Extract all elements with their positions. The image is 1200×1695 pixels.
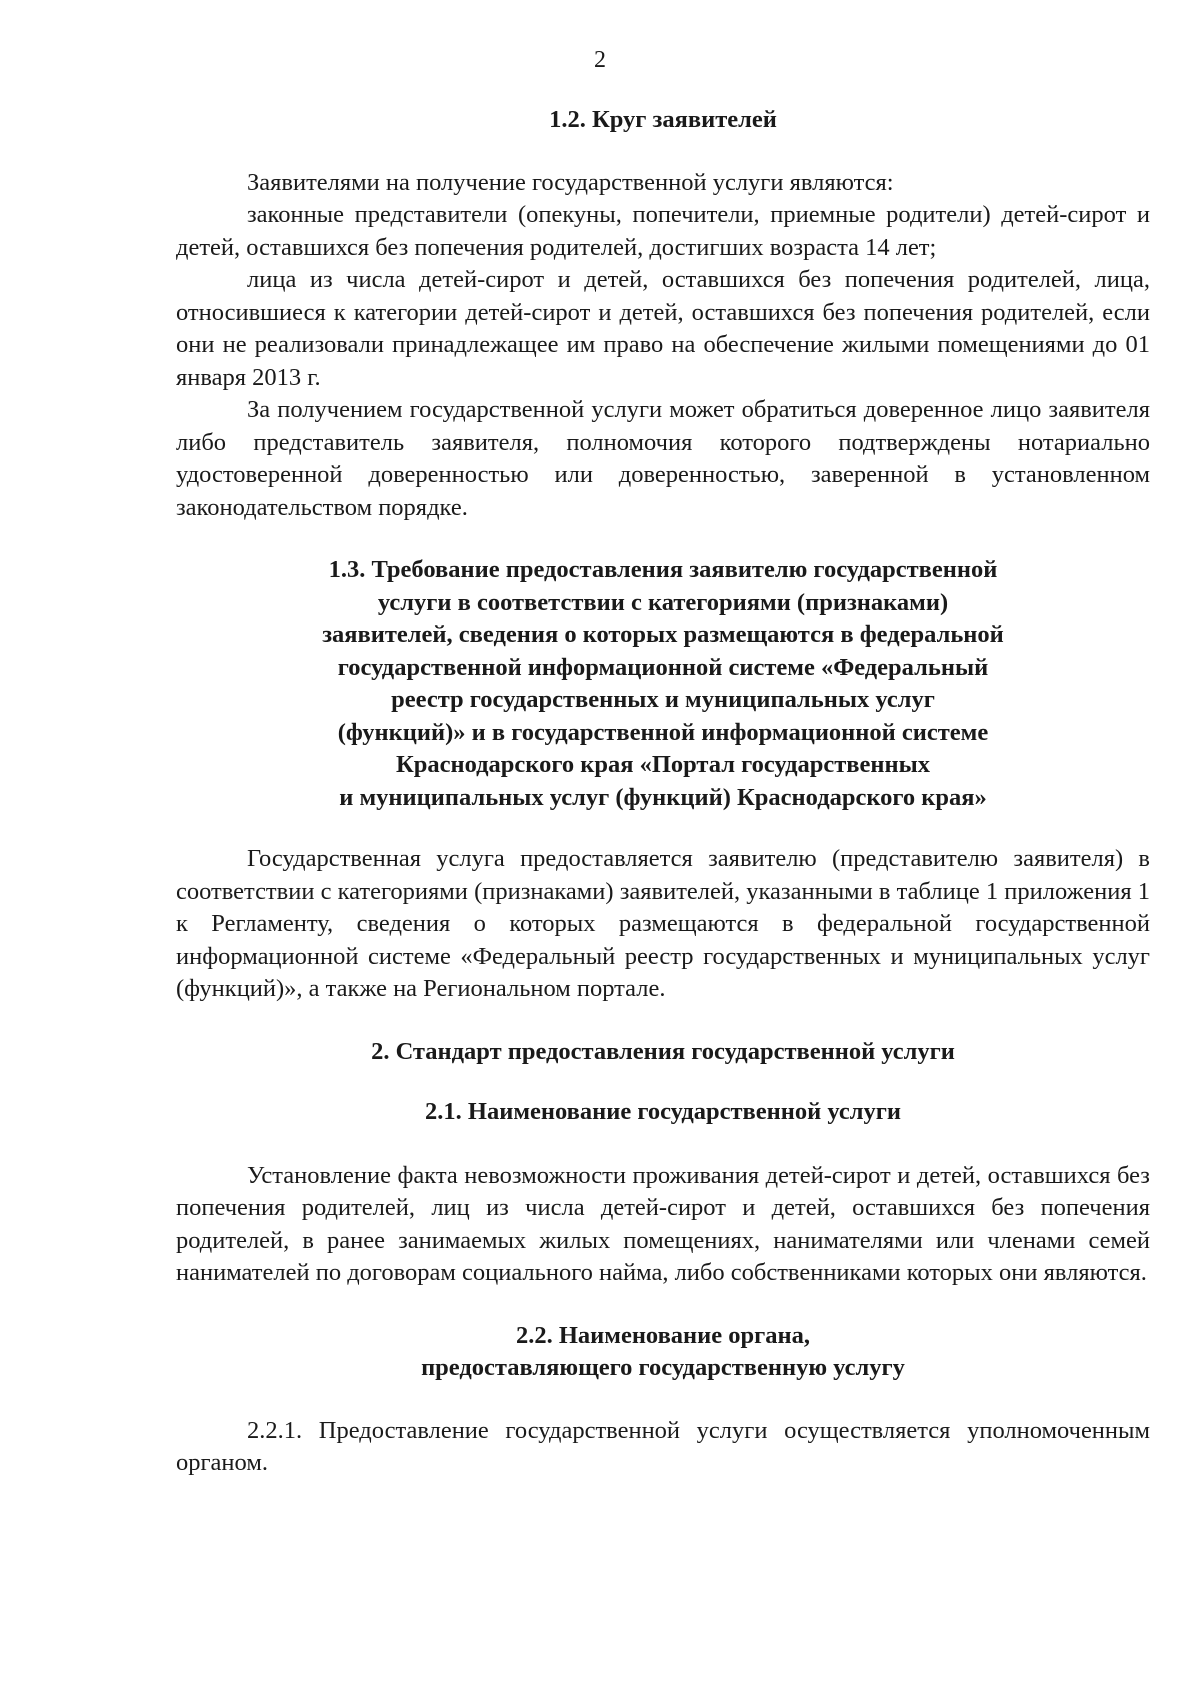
document-body (176, 104, 1150, 1480)
section-1-2-paragraph-1: Заявителями на получение государственной услуги являются: (247, 168, 894, 196)
section-1-3-heading-line: Краснодарского края «Портал государственных (395, 751, 931, 778)
section-1-3-heading (176, 554, 1150, 814)
section-2-2-heading (176, 1320, 1150, 1385)
section-1-3-heading-line: (функций)» и в государственной информационной системе (337, 718, 989, 746)
section-1-3-heading-line: 1.3. Требование предоставления заявителю государственной (328, 556, 998, 583)
section-1-3-heading-line: реестр государственных и муниципальных услуг (391, 686, 935, 713)
section-1-3-heading-line: и муниципальных услуг (функций) Краснодарского края» (339, 783, 987, 811)
section-2-heading: 2. Стандарт предоставления государственной услуги (371, 1037, 955, 1065)
section-1-2-paragraph-3: лица из числа детей-сирот и детей, оставшихся без попечения родителей, лица, относившиеся к категории детей-сирот и детей, оставшихся без попечения родителей, если они не реализовали принадлежащее им право на обеспечение жилыми помещениями до 01 января 2013 г. (176, 266, 1150, 391)
section-2-1-heading: 2.1. Наименование государственной услуги (425, 1098, 901, 1125)
section-1-2-paragraph-4: За получением государственной услуги может обратиться доверенное лицо заявителя либо представитель заявителя, полномочия которого подтверждены нотариально удостоверенной доверенностью или доверенностью, заверенной в установленном законодательством порядке. (176, 396, 1150, 521)
section-2-2-heading-line: 2.2. Наименование органа, (515, 1321, 811, 1349)
section-1-2-paragraph-2: законные представители (опекуны, попечители, приемные родители) детей-сирот и детей, оставшихся без попечения родителей, достигших возраста 14 лет; (176, 201, 1150, 261)
section-2-2-heading-line: предоставляющего государственную услугу (421, 1354, 905, 1381)
section-1-2-heading: 1.2. Круг заявителей (549, 106, 777, 133)
section-2-1-paragraph-1: Установление факта невозможности проживания детей-сирот и детей, оставшихся без попечения родителей, лиц из числа детей-сирот и детей, оставшихся без попечения родителей, в ранее занимаемых жилых помещениях, нанимателями или членами семей нанимателей по договорам социального найма, либо собственниками которых они являются. (176, 1161, 1150, 1286)
section-2-2-paragraph-1: 2.2.1. Предоставление государственной услуги осуществляется уполномоченным органом. (176, 1416, 1150, 1476)
section-1-3-heading-line: услуги в соответствии с категориями (признаками) (377, 588, 949, 616)
page-number: 2 (594, 47, 606, 73)
section-1-3-heading-line: государственной информационной системе «Федеральный (337, 653, 989, 681)
section-1-3-paragraph-1: Государственная услуга предоставляется заявителю (представителю заявителя) в соответствии с категориями (признаками) заявителей, указанными в таблице 1 приложения 1 к Регламенту, сведения о которых размещаются в федеральной государственной информационной системе «Федеральный реестр государственных и муниципальных услуг (функций)», а также на Региональном портале. (176, 845, 1150, 1002)
section-1-3-heading-line: заявителей, сведения о которых размещаются в федеральной (322, 621, 1004, 648)
